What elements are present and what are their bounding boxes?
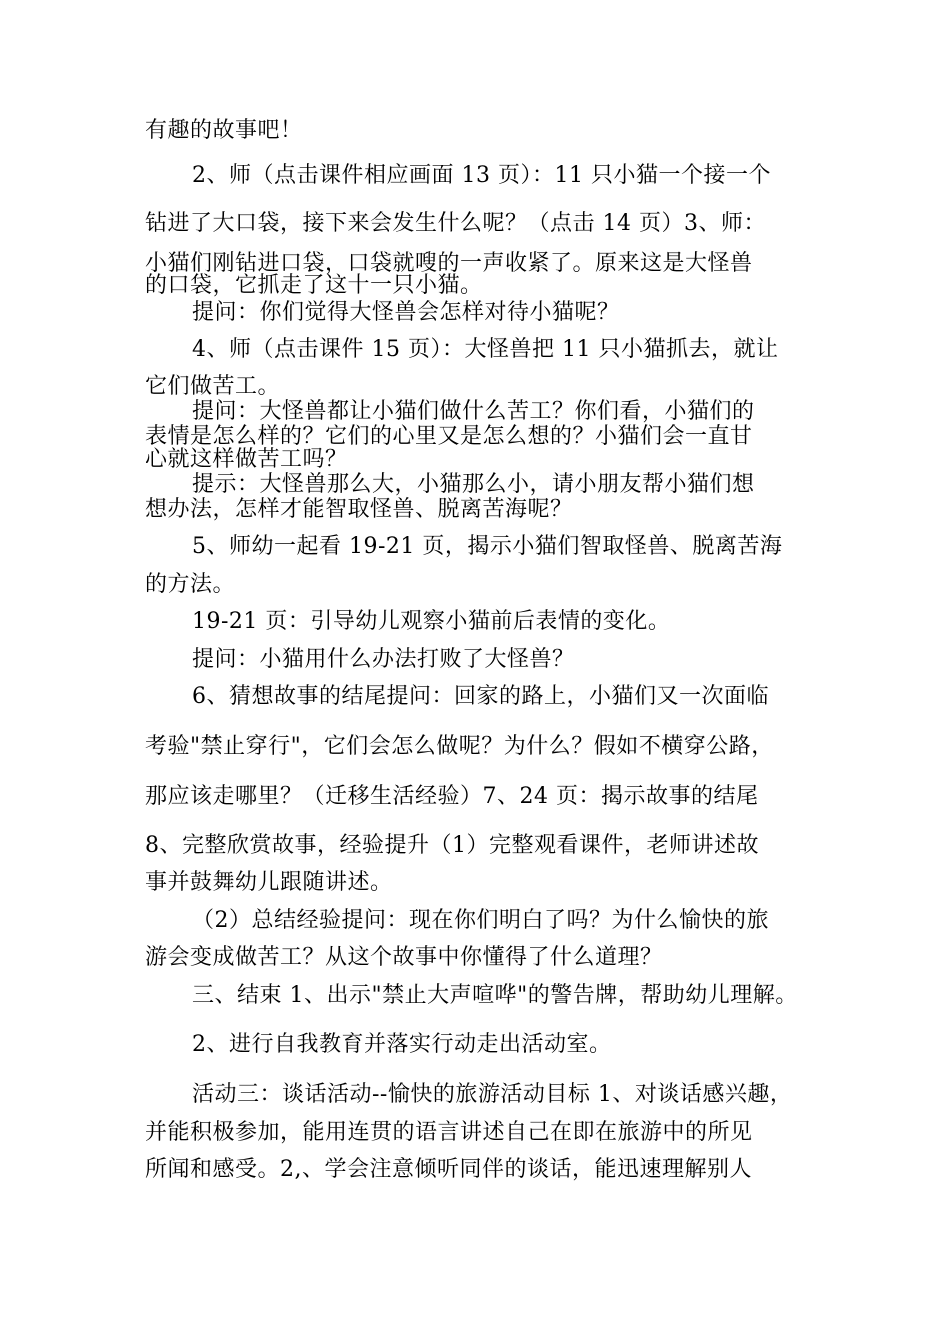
text-line: 5、师幼一起看 19-21 页，揭示小猫们智取怪兽、脱离苦海 — [192, 534, 783, 559]
text-line: 考验"禁止穿行"，它们会怎么做呢？为什么？假如不横穿公路， — [145, 734, 774, 759]
text-line: 6、猜想故事的结尾提问：回家的路上，小猫们又一次面临 — [192, 684, 769, 709]
text-line: 三、结束 1、出示"禁止大声喧哗"的警告牌，帮助幼儿理解。 — [192, 983, 798, 1008]
text-line: 提问：小猫用什么办法打败了大怪兽？ — [192, 647, 575, 672]
text-line: （2）总结经验提问：现在你们明白了吗？为什么愉快的旅 — [192, 908, 769, 933]
text-line: 钻进了大口袋，接下来会发生什么呢？（点击 14 页）3、师： — [145, 211, 766, 236]
text-line: 并能积极参加，能用连贯的语言讲述自己在即在旅游中的所见 — [145, 1120, 753, 1145]
text-line: 表情是怎么样的？它们的心里又是怎么想的？小猫们会一直甘 — [145, 424, 753, 449]
text-line: 有趣的故事吧！ — [145, 118, 303, 143]
text-line: 活动三：谈话活动--愉快的旅游活动目标 1、对谈话感兴趣， — [192, 1082, 793, 1107]
text-line: 2、进行自我教育并落实行动走出活动室。 — [192, 1032, 612, 1057]
text-line: 2、师（点击课件相应画面 13 页）：11 只小猫一个接一个 — [192, 163, 771, 188]
text-line: 所闻和感受。2,、学会注意倾听同伴的谈话，能迅速理解别人 — [145, 1157, 752, 1182]
text-line: 它们做苦工。 — [145, 374, 281, 399]
text-line: 心就这样做苦工吗？ — [145, 447, 348, 472]
text-line: 提问：你们觉得大怪兽会怎样对待小猫呢？ — [192, 300, 620, 325]
text-line: 小猫们刚钻进口袋，口袋就嗖的一声收紧了。原来这是大怪兽 — [145, 251, 753, 276]
text-line: 的方法。 — [145, 572, 236, 597]
text-line: 事并鼓舞幼儿跟随讲述。 — [145, 870, 393, 895]
text-line: 4、师（点击课件 15 页）：大怪兽把 11 只小猫抓去，就让 — [192, 337, 779, 362]
text-line: 那应该走哪里？（迁移生活经验）7、24 页：揭示故事的结尾 — [145, 784, 759, 809]
text-line: 想办法，怎样才能智取怪兽、脱离苦海呢？ — [145, 497, 573, 522]
text-line: 提问：大怪兽都让小猫们做什么苦工？你们看，小猫们的 — [192, 399, 755, 424]
text-line: 的口袋，它抓走了这十一只小猫。 — [145, 273, 483, 298]
text-line: 游会变成做苦工？从这个故事中你懂得了什么道理？ — [145, 945, 663, 970]
text-line: 19-21 页：引导幼儿观察小猫前后表情的变化。 — [192, 609, 671, 634]
text-line: 提示：大怪兽那么大，小猫那么小，请小朋友帮小猫们想 — [192, 472, 755, 497]
text-line: 8、完整欣赏故事，经验提升（1）完整观看课件，老师讲述故 — [145, 833, 759, 858]
